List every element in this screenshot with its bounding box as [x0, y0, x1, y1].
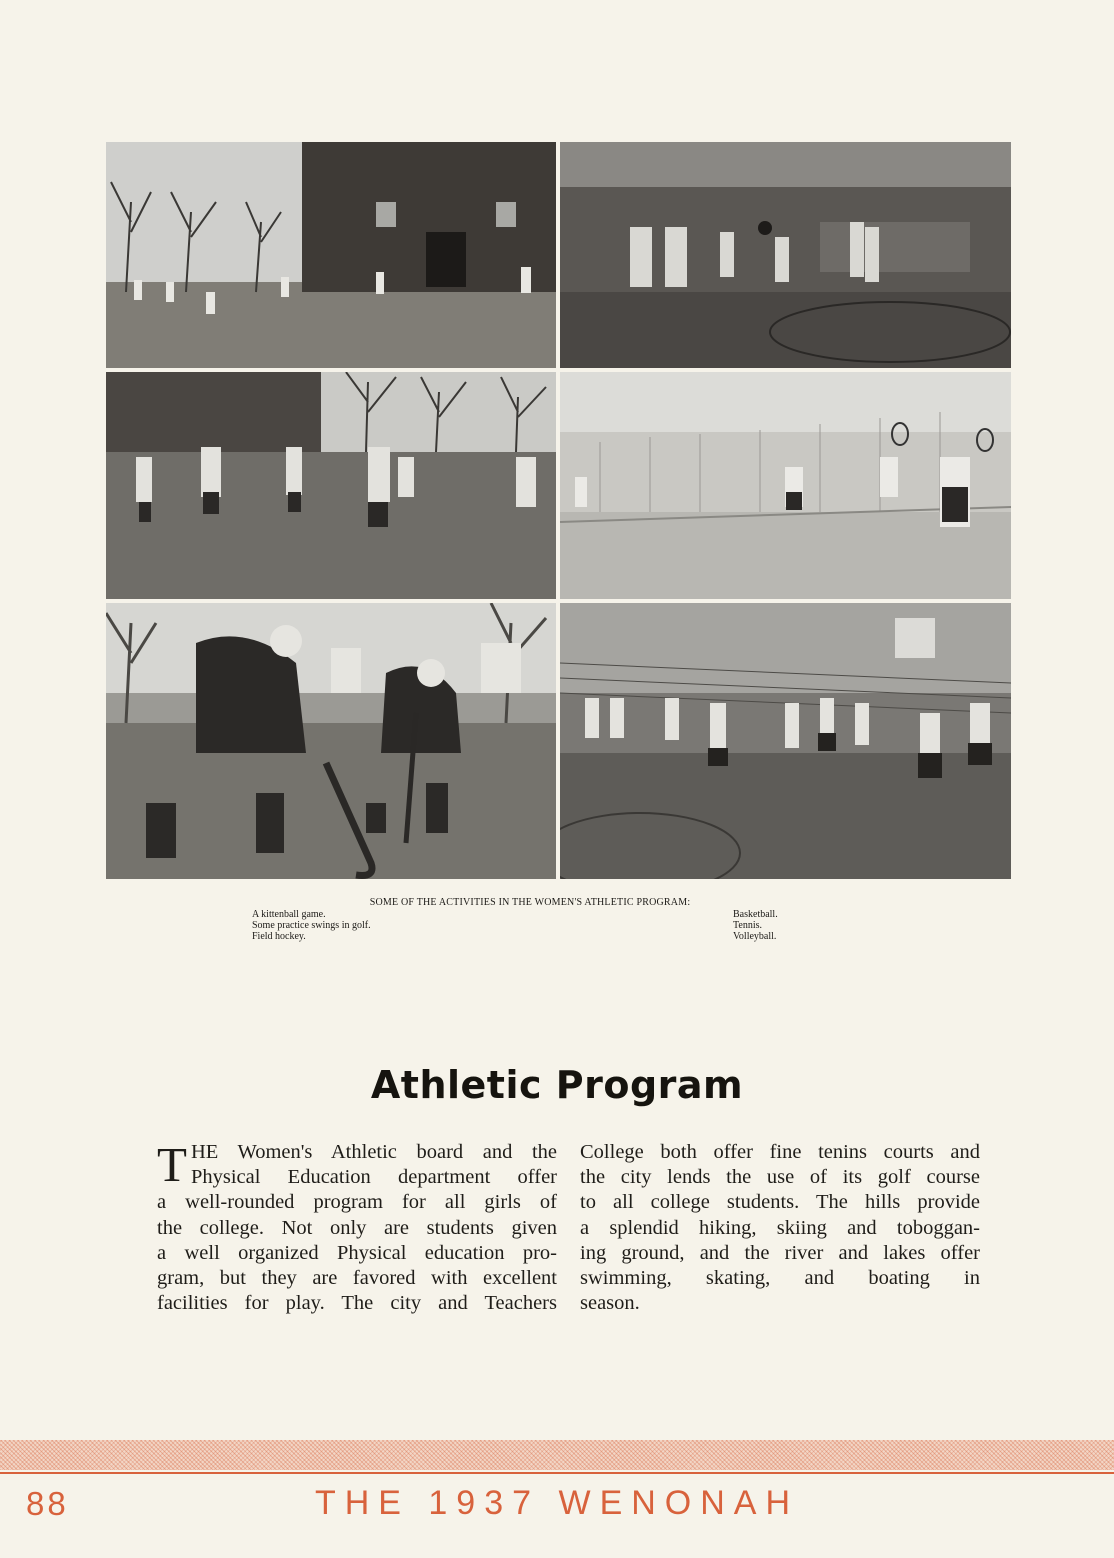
article-heading: Athletic Program	[370, 1063, 744, 1107]
body-line: College both offer fine tenins courts and	[580, 1141, 980, 1163]
body-line: a well-rounded program for all girls of	[157, 1191, 557, 1214]
body-line: a splendid hiking, skiing and toboggan-	[580, 1216, 980, 1239]
kittenball-photo	[106, 142, 556, 368]
body-line: gram, but they are favored with excellent	[157, 1267, 557, 1290]
footer-rule	[0, 1472, 1114, 1474]
page-number: 88	[26, 1485, 69, 1522]
tennis-photo	[560, 372, 1011, 599]
body-line: season.	[580, 1292, 640, 1315]
caption-line: Some practice swings in golf.	[252, 920, 371, 931]
caption-left-column	[252, 909, 371, 942]
drop-cap: T	[157, 1137, 187, 1192]
body-line: the college. Not only are students given	[157, 1216, 557, 1239]
caption-line: Volleyball.	[733, 931, 777, 942]
body-line: to all college students. The hills provide	[580, 1191, 980, 1214]
body-left-column	[157, 1137, 557, 1316]
body-line: swimming, skating, and boating in	[580, 1267, 980, 1290]
golf-photo	[106, 372, 556, 599]
volleyball-photo	[560, 603, 1011, 879]
field-hockey-photo	[106, 603, 556, 879]
body-line: facilities for play. The city and Teachers	[157, 1292, 557, 1315]
body-right-column	[580, 1140, 980, 1316]
caption-line: Tennis.	[733, 920, 763, 931]
body-line: the city lends the use of its golf course	[580, 1166, 980, 1189]
body-line: Physical Education department offer	[190, 1166, 557, 1189]
body-line: ing ground, and the river and lakes offer	[580, 1241, 980, 1264]
body-line: a well organized Physical education pro-	[157, 1241, 557, 1264]
photo-caption-title: SOME OF THE ACTIVITIES IN THE WOMEN'S ATHLETIC PROGRAM:	[369, 897, 691, 908]
basketball-photo	[560, 142, 1011, 368]
caption-line: Basketball.	[733, 909, 778, 920]
decorative-footer-band	[0, 1440, 1114, 1470]
running-title: THE 1937 WENONAH	[314, 1484, 800, 1522]
caption-right-column	[733, 909, 778, 942]
body-line: HE Women's Athletic board and the	[190, 1141, 557, 1163]
caption-line: Field hockey.	[252, 931, 306, 942]
caption-line: A kittenball game.	[252, 909, 326, 920]
